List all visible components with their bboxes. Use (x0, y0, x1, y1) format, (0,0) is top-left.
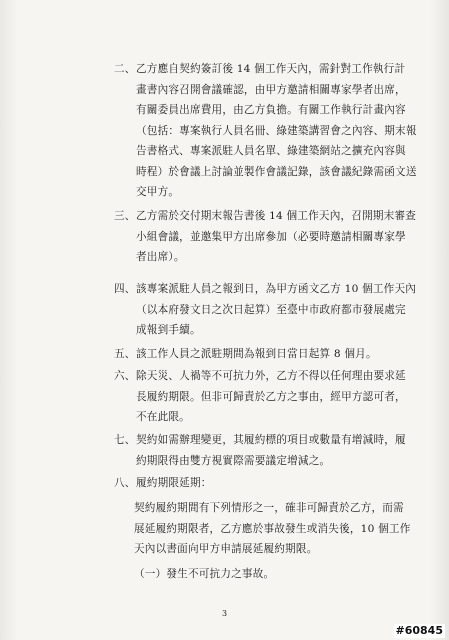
clause-line: 者出席）。 (136, 251, 185, 263)
subitem-text: （一）發生不可抗力之事故。 (134, 568, 275, 580)
scan-id-stamp: #60845 (395, 624, 443, 637)
clause-line: 該專案派駐人員之報到日，為甲方函文乙方 10 個工作天內 (136, 283, 417, 295)
clause-line: 履約期限延期： (136, 477, 212, 489)
clause-number: 二、 (114, 63, 136, 75)
clause-number: 八、 (114, 477, 136, 489)
clause-line: 畫書內容召開會議確認，由甲方邀請相關專家學者出席， (136, 83, 406, 96)
clause-number: 三、 (114, 210, 136, 222)
clause-line: 除天災、人禍等不可抗力外，乙方不得以任何理由要求延 (136, 370, 406, 382)
clause-number: 五、 (114, 348, 136, 360)
clause-5 (114, 344, 420, 365)
clause-line: 不在此限。 (136, 411, 190, 423)
clause-line: 該工作人員之派駐期間為報到日當日起算 8 個月。 (136, 348, 377, 360)
clause-line: 乙方應自契約簽訂後 14 個工作天內，需針對工作執行計 (136, 63, 406, 75)
clause-line: 約期限得由雙方視實際需要議定增減之。 (136, 454, 331, 467)
clause-7 (114, 430, 420, 471)
clause-4 (114, 279, 420, 341)
clause-3 (114, 206, 420, 268)
paragraph-line: 展延履約期限者，乙方應於事故發生或消失後，10 個工作 (134, 522, 411, 535)
clause-line: 交甲方。 (136, 186, 180, 198)
page-number: 3 (221, 609, 228, 618)
clause-line: 告書格式、專案派駐人員名單、綠建築網站之擴充內容與 (136, 145, 406, 157)
extension-paragraph (134, 498, 424, 560)
paragraph-line: 天內以書面向甲方申請展延履約期限。 (134, 543, 318, 555)
clause-line: （包括：專案執行人員名冊、綠建築講習會之內容、期末報 (136, 124, 417, 137)
clause-line: 時程）於會議上討論並製作會議記錄，該會議紀錄需函文送 (136, 165, 417, 178)
clause-line: （以本府發文日之次日起算）至臺中市政府都市發展處完 (136, 303, 406, 316)
clause-8 (114, 473, 420, 494)
subitem-1 (134, 564, 424, 585)
clause-line: 有關委員出席費用，由乙方負擔。有關工作執行計畫內容 (136, 104, 406, 116)
clause-number: 四、 (114, 283, 136, 295)
clause-2 (114, 59, 420, 203)
clause-number: 七、 (114, 434, 136, 446)
clause-number: 六、 (114, 370, 136, 382)
clause-6 (114, 366, 420, 428)
clause-line: 長履約期限。但非可歸責於乙方之事由，經甲方認可者， (136, 390, 406, 403)
clause-line: 小組會議，並邀集甲方出席參加（必要時邀請相關專家學 (136, 230, 406, 243)
clause-line: 契約如需辦理變更，其履約標的項目或數量有增減時，履 (136, 434, 406, 446)
clause-line: 成報到手續。 (136, 324, 201, 336)
paragraph-line: 契約履約期間有下列情形之一，確非可歸責於乙方，而需 (134, 502, 404, 514)
clause-line: 乙方需於交付期末報告書後 14 個工作天內，召開期末審查 (136, 210, 417, 222)
